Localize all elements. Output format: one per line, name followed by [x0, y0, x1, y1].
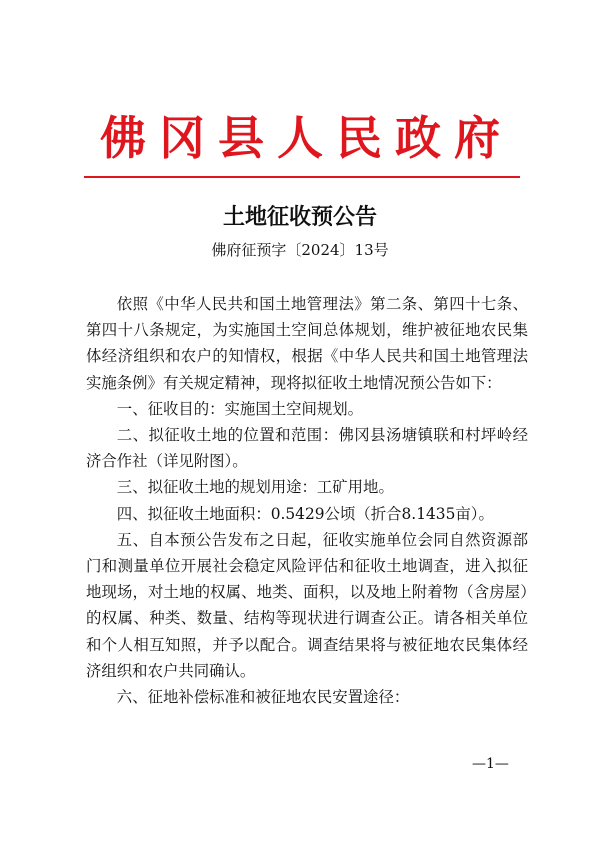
page-number: —1— — [472, 756, 509, 772]
paragraph-investigation: 五、自本预公告发布之日起，征收实施单位会同自然资源部门和测量单位开展社会稳定风险评估和征收土地调查，进入拟征地现场，对土地的权属、地类、面积，以及地上附着物（含房屋）的权属、种类、数量、结构等现状进行调查公正。请各相关单位和个人相互知照，并予以配合。调查结果将与被征地农民集体经济组织和农户共同确认。 — [86, 530, 528, 680]
paragraph-location: 二、拟征收土地的位置和范围：佛冈县汤塘镇联和村坪岭经济合作社（详见附图）。 — [86, 426, 528, 471]
paragraph-area: 四、拟征收土地面积：0.5429公顷（折合8.1435亩）。 — [116, 504, 494, 523]
paragraph-purpose: 一、征收目的：实施国土空间规划。 — [116, 399, 364, 418]
notice-title: 土地征收预公告 — [222, 204, 377, 230]
document-number: 佛府征预字〔2024〕13号 — [211, 241, 389, 259]
paragraph-land-use: 三、拟征收土地的规划用途：工矿用地。 — [116, 478, 394, 497]
red-header-rule — [84, 176, 520, 178]
paragraph-compensation: 六、征地补偿标准和被征地农民安置途径： — [116, 688, 410, 707]
issuing-authority-title: 佛冈县人民政府 — [100, 111, 513, 165]
paragraph-intro: 依照《中华人民共和国土地管理法》第二条、第四十七条、第四十八条规定，为实施国土空间总体规划，维护被征地农民集体经济组织和农户的知情权，根据《中华人民共和国土地管理法实施条例》有关规定精神，现将拟征收土地情况预公告如下： — [86, 295, 528, 392]
notice-body — [86, 291, 528, 710]
